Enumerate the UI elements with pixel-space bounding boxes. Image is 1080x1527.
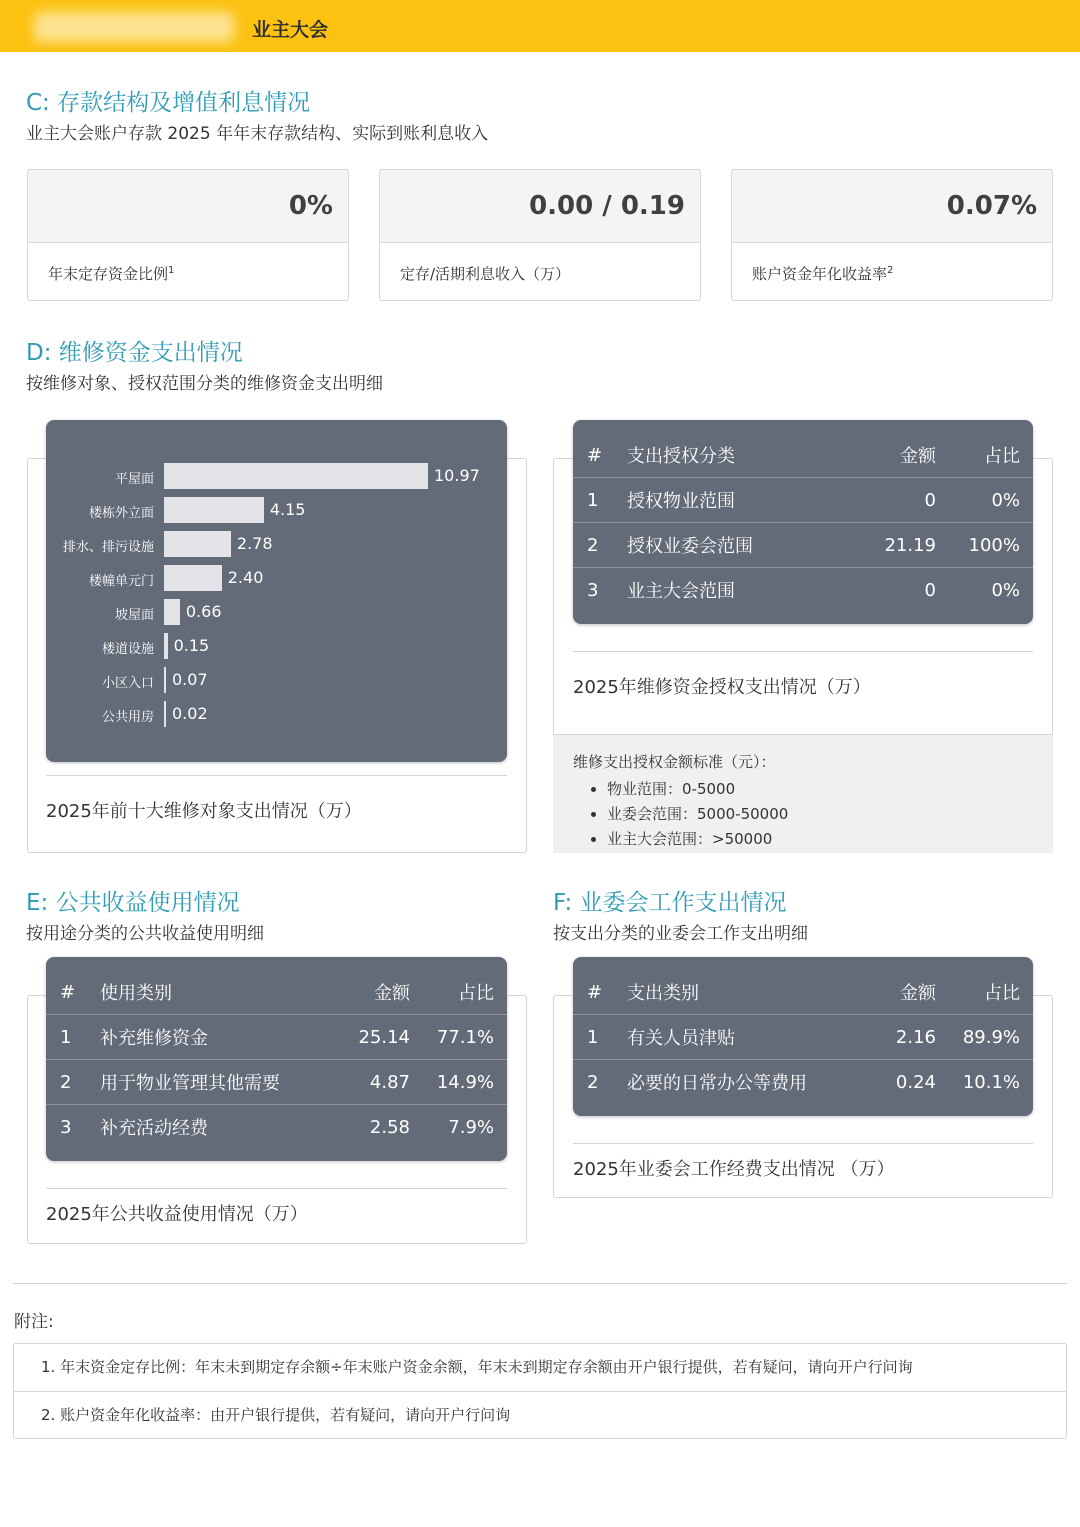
- bar-category-label: 公共用房: [101, 710, 154, 725]
- blurred-logo: [34, 12, 234, 42]
- bar-row: [46, 701, 507, 727]
- table-cell: 1: [587, 489, 599, 511]
- section-d-subtitle: 按维修对象、授权范围分类的维修资金支出明细: [26, 374, 383, 394]
- top-bar: [0, 0, 1080, 52]
- bar-value-label: 2.78: [236, 534, 273, 553]
- authorization-table-card: [573, 420, 1033, 624]
- table-cell: 有关人员津贴: [627, 1028, 735, 1049]
- standard-list: [573, 778, 1053, 849]
- bar-category-label: 排水、排污设施: [62, 540, 154, 555]
- bar: [164, 633, 168, 659]
- stat-value: 0.00 / 0.19: [380, 170, 700, 243]
- page-title: 业主大会: [252, 19, 329, 41]
- table-divider: [46, 1188, 507, 1189]
- table-header: #: [573, 433, 627, 478]
- stat-value: 0%: [28, 170, 348, 243]
- table-cell: 3: [46, 1105, 100, 1150]
- bar-row: [46, 531, 507, 557]
- bar-row: [46, 463, 507, 489]
- public-income-table: [46, 970, 507, 1149]
- stat-card-fixed-deposit-ratio: [27, 169, 349, 301]
- bar: [164, 701, 166, 727]
- footnote-item: 2. 账户资金年化收益率：由开户银行提供，若有疑问，请向开户行问询: [14, 1391, 1066, 1439]
- bar-value-label: 0.07: [172, 670, 208, 689]
- committee-caption: 2025年业委会工作经费支出情况 （万）: [573, 1159, 895, 1180]
- table-cell: 用于物业管理其他需要: [100, 1060, 310, 1105]
- table-cell: 授权物业范围: [627, 491, 735, 512]
- table-cell: 14.9%: [410, 1060, 507, 1105]
- bar-row: [46, 599, 507, 625]
- table-header: 金额: [836, 433, 936, 478]
- section-f-title: F: 业委会工作支出情况: [553, 890, 787, 916]
- table-row: [573, 1015, 1033, 1060]
- bar-value-label: 10.97: [434, 466, 480, 485]
- stat-label: 定存/活期利息收入（万）: [400, 265, 571, 283]
- section-c-title: C: 存款结构及增值利息情况: [26, 90, 311, 116]
- section-f-subtitle: 按支出分类的业委会工作支出明细: [553, 924, 808, 944]
- bar-chart: [46, 420, 507, 762]
- list-item: • 业委会范围：5000-50000: [607, 803, 1053, 824]
- bar-chart-plot: [46, 463, 507, 743]
- table-row: [46, 1060, 507, 1105]
- table-header: 金额: [836, 970, 936, 1015]
- footnotes-title: 附注:: [14, 1312, 54, 1332]
- bar-category-label: 坡屋面: [114, 608, 154, 623]
- table-header: 支出授权分类: [627, 433, 836, 478]
- stat-label: 账户资金年化收益率$^2$: [752, 265, 894, 283]
- table-header: 金额: [310, 970, 410, 1015]
- table-header: 支出类别: [627, 970, 836, 1015]
- section-e-title: E: 公共收益使用情况: [26, 890, 240, 916]
- bar-category-label: 小区入口: [101, 676, 154, 691]
- stat-card-interest-income: [379, 169, 701, 301]
- bar-value-label: 0.15: [173, 636, 210, 655]
- standard-title: 维修支出授权金额标准（元）：: [573, 753, 776, 771]
- table-header: 占比: [410, 970, 507, 1015]
- bar: [164, 463, 428, 489]
- bar-category-label: 平屋面: [114, 472, 154, 487]
- committee-table-card: [573, 957, 1033, 1116]
- table-header: 占比: [936, 433, 1033, 478]
- footnotes-box: [13, 1343, 1067, 1439]
- table-cell: 100%: [936, 523, 1033, 568]
- bar: [164, 565, 222, 591]
- table-row: [573, 478, 1033, 523]
- table-cell: 必要的日常办公等费用: [627, 1060, 836, 1105]
- table-cell: 77.1%: [436, 1026, 494, 1048]
- public-income-table-card: [46, 957, 507, 1161]
- bar-value-label: 0.66: [185, 602, 222, 621]
- bar-row: [46, 667, 507, 693]
- section-e-subtitle: 按用途分类的公共收益使用明细: [26, 924, 264, 944]
- table-cell: 业主大会范围: [627, 568, 836, 613]
- chart-divider: [46, 775, 507, 776]
- chart-caption: 2025年前十大维修对象支出情况（万）: [46, 801, 362, 822]
- table-cell: 2.58: [310, 1105, 410, 1150]
- table-cell: 2: [46, 1060, 100, 1105]
- table-header: #: [46, 970, 100, 1015]
- list-item: • 物业范围：0-5000: [607, 778, 1053, 799]
- footer-divider: [13, 1283, 1067, 1284]
- bar: [164, 667, 166, 693]
- bar-value-label: 2.40: [227, 568, 264, 587]
- table-cell: 4.87: [310, 1060, 410, 1105]
- table-divider: [573, 651, 1033, 652]
- table-cell: 2.16: [895, 1026, 936, 1048]
- table-row: [46, 1105, 507, 1150]
- public-income-caption: 2025年公共收益使用情况（万）: [46, 1204, 308, 1225]
- bar-row: [46, 565, 507, 591]
- table-cell: 0%: [991, 489, 1020, 511]
- bar-row: [46, 633, 507, 659]
- authorization-table: [573, 433, 1033, 612]
- table-header: 使用类别: [100, 970, 310, 1015]
- table-cell: 2: [573, 523, 627, 568]
- table-cell: 3: [573, 568, 627, 613]
- table-header: #: [573, 970, 627, 1015]
- authorization-caption: 2025年维修资金授权支出情况（万）: [573, 677, 871, 698]
- bar: [164, 531, 231, 557]
- table-cell: 0: [924, 489, 936, 511]
- table-cell: 0.24: [836, 1060, 936, 1105]
- table-cell: 2: [573, 1060, 627, 1105]
- table-divider: [573, 1143, 1033, 1144]
- stat-value: 0.07%: [732, 170, 1052, 243]
- bar-value-label: 0.02: [172, 704, 208, 723]
- table-cell: 7.9%: [410, 1105, 507, 1150]
- table-cell: 1: [587, 1026, 599, 1048]
- table-cell: 10.1%: [936, 1060, 1033, 1105]
- stat-card-annual-yield: [731, 169, 1053, 301]
- table-cell: 89.9%: [962, 1026, 1020, 1048]
- table-header: 占比: [936, 970, 1033, 1015]
- bar-category-label: 楼栋外立面: [88, 506, 154, 521]
- bar-category-label: 楼幢单元门: [88, 574, 154, 589]
- table-cell: 0: [836, 568, 936, 613]
- bar-value-label: 4.15: [269, 500, 306, 519]
- bar-category-label: 楼道设施: [101, 642, 154, 657]
- authorization-standard: [553, 734, 1053, 853]
- section-c-subtitle: 业主大会账户存款 2025 年年末存款结构、实际到账利息收入: [26, 124, 489, 144]
- committee-table: [573, 970, 1033, 1104]
- table-row: [573, 1060, 1033, 1105]
- list-item: • 业主大会范围：>50000: [607, 828, 1053, 849]
- table-cell: 21.19: [836, 523, 936, 568]
- stat-label: 年末定存资金比例$^1$: [48, 265, 175, 283]
- table-cell: 补充活动经费: [100, 1105, 310, 1150]
- table-cell: 授权业委会范围: [627, 523, 836, 568]
- table-cell: 25.14: [358, 1026, 410, 1048]
- bar: [164, 497, 264, 523]
- footnote-item: 1. 年末资金定存比例：年末未到期定存余额÷年末账户资金余额，年末未到期定存余额由开户银行提供，若有疑问，请向开户行问询: [41, 1358, 913, 1376]
- table-row: [573, 523, 1033, 568]
- table-row: [46, 1015, 507, 1060]
- bar-row: [46, 497, 507, 523]
- table-cell: 1: [60, 1026, 72, 1048]
- table-cell: 0%: [936, 568, 1033, 613]
- bar: [164, 599, 180, 625]
- section-d-title: D: 维修资金支出情况: [26, 340, 243, 366]
- table-cell: 补充维修资金: [100, 1028, 208, 1049]
- table-row: [573, 568, 1033, 613]
